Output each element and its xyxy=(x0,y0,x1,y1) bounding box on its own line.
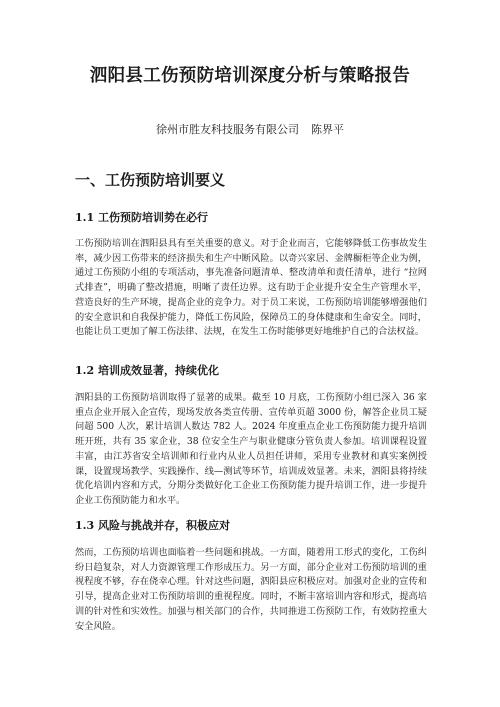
author-line xyxy=(0,121,500,137)
paragraph-1-2: 泗阳县的工伤预防培训取得了显著的成果。截至 10 月底，工伤预防小组已深入 36 家重点企业开展入企宣传，现场发放各类宣传册、宣传单页超 3000 份，解答企业员工疑问超 500 人次，累计培训人数达 782 人。2024 年度重点企业工伤预防能力提升培训班开班，共有 35 家企业，38 位安全生产与职业健康分管负责人参加。培训课程设置丰富，由江苏省安全培训师和行业内从业人员担任讲师，采用专业教材和真实案例授课，设置现场教学、实践操作、线—测试等环节，培训成效显著。未来，泗阳县将持续优化培训内容和方式，分期分类做好化工企业工伤预防能力提升培训工作，进一步提升企业工伤预防能力和水平。 xyxy=(75,392,427,506)
paragraph-1-3: 然而，工伤预防培训也面临着一些问题和挑战。一方面，随着用工形式的变化，工伤纠纷日趋复杂，对人力资源管理工作形成压力。另一方面，部分企业对工伤预防培训的重视程度不够，存在侥幸心理。针对这些问题，泗阳县应积极应对。加强对企业的宣传和引导，提高企业对工伤预防培训的重视程度。同时，不断丰富培训内容和形式，提高培训的针对性和实效性。加强与相关部门的合作，共同推进工伤预防工作，有效防控重大安全风险。 xyxy=(75,547,427,632)
section-heading-1: 一、工伤预防培训要义 xyxy=(75,171,226,189)
subsection-heading-1-2: 1.2 培训成效显著，持续优化 xyxy=(75,364,219,377)
document-title: 泗阳县工伤预防培训深度分析与策略报告 xyxy=(89,66,411,86)
subsection-heading-1-1: 1.1 工伤预防培训势在必行 xyxy=(75,211,208,224)
paragraph-1-1: 工伤预防培训在泗阳县具有至关重要的意义。对于企业而言，它能够降低工伤事故发生率，减少因工伤带来的经济损失和生产中断风险。以奇兴家居、金牌橱柜等企业为例，通过工伤预防小组的专项活动，事先准备问题清单、整改清单和责任清单，进行 “拉网式排查”，明确了整改措施，明晰了责任边界。这有助于企业提升安全生产管理水平，营造良好的生产环境，提高企业的竞争力。对于员工来说，工伤预防培训能够增强他们的安全意识和自我保护能力，降低工伤风险，保障员工的身体健康和生命安全。同时，也能让员工更加了解工伤法律、法规，在发生工伤时能够更好地维护自己的合法权益。 xyxy=(75,238,427,338)
author-organization: 徐州市胜友科技服务有限公司 xyxy=(156,123,299,136)
subsection-heading-1-3: 1.3 风险与挑战并存，积极应对 xyxy=(75,519,230,532)
author-name: 陈界平 xyxy=(311,123,344,136)
